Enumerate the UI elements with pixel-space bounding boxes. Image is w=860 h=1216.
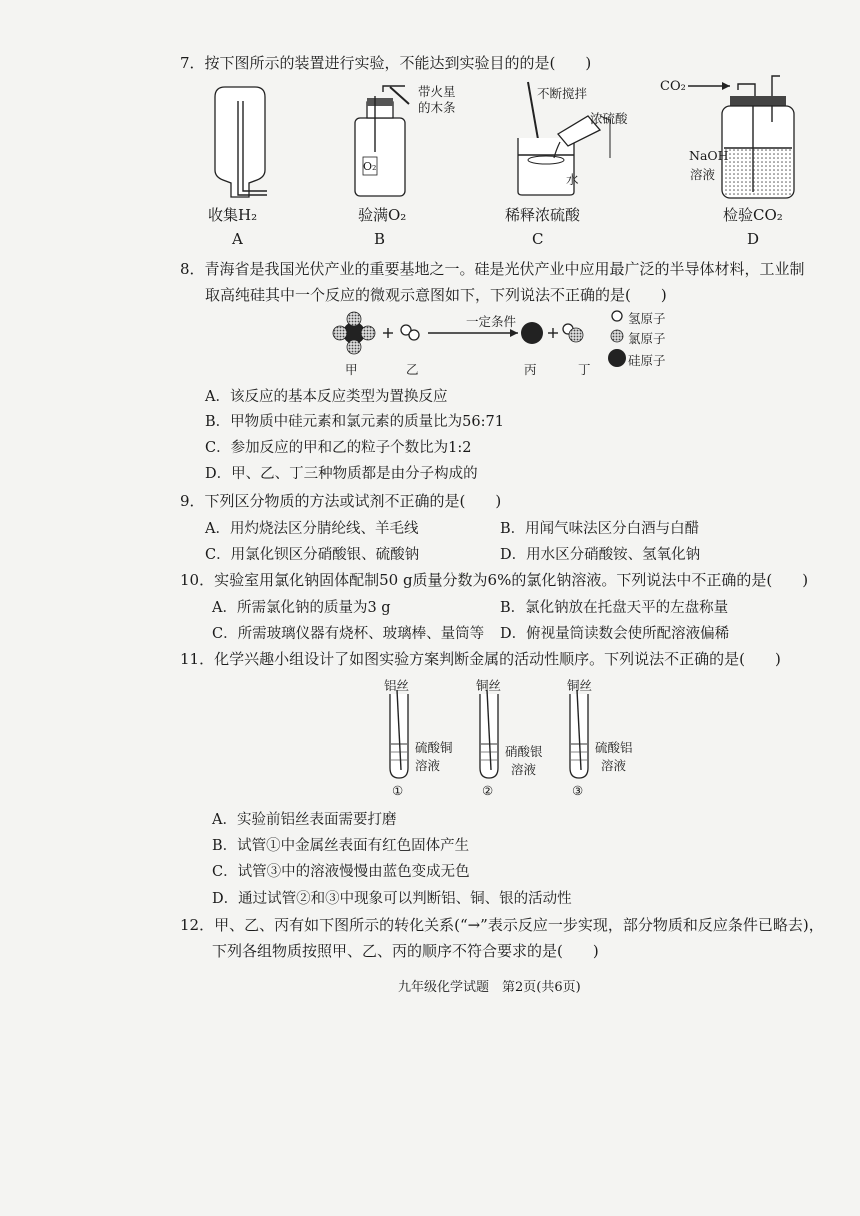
letter-d: D xyxy=(747,230,760,248)
q9-option-b: B．用闻气味法区分白酒与白醋 xyxy=(500,521,700,537)
naoh-solution-label: 溶液 xyxy=(690,167,716,182)
legend-silicon: 硅原子 xyxy=(628,353,666,368)
apparatus-b-diagram xyxy=(345,82,425,200)
naoh-label: NaOH xyxy=(689,148,729,163)
name-jia: 甲 xyxy=(345,362,358,377)
q12-stem-line1: 12．甲、乙、丙有如下图所示的转化关系(“→”表示反应一步实现，部分物质和反应条件已略去)， xyxy=(180,916,824,934)
q9-option-d: D．用水区分硝酸铵、氢氧化钠 xyxy=(500,547,701,563)
q8-option-d: D．甲、乙、丁三种物质都是由分子构成的 xyxy=(205,466,478,482)
q8-stem-line2: 取高纯硅其中一个反应的微观示意图如下，下列说法不正确的是( ) xyxy=(205,286,667,304)
reaction-condition: 一定条件 xyxy=(466,314,517,329)
wire-3-label: 铜丝 xyxy=(567,678,593,693)
letter-b: B xyxy=(374,230,386,248)
q11-stem: 11．化学兴趣小组设计了如图实验方案判断金属的活动性顺序。下列说法不正确的是( ) xyxy=(180,650,781,668)
q7-stem: 7．按下图所示的装置进行实验，不能达到实验目的的是( ) xyxy=(180,54,592,72)
solution-2-label-2: 溶液 xyxy=(511,762,537,777)
q9-option-a: A．用灼烧法区分腈纶线、羊毛线 xyxy=(205,521,419,537)
o2-label: O₂ xyxy=(363,160,377,173)
q8-option-c: C．参加反应的甲和乙的粒子个数比为1:2 xyxy=(205,440,472,456)
letter-c: C xyxy=(532,230,544,248)
letter-a: A xyxy=(232,230,243,248)
q8-option-a: A．该反应的基本反应类型为置换反应 xyxy=(205,389,448,405)
q10-option-d: D．俯视量筒读数会使所配溶液偏稀 xyxy=(500,626,730,642)
tube-3-number: ③ xyxy=(572,783,584,798)
caption-c: 稀释浓硫酸 xyxy=(505,206,581,224)
q8-option-b: B．甲物质中硅元素和氯元素的质量比为56:71 xyxy=(205,414,504,430)
q11-option-a: A．实验前铝丝表面需要打磨 xyxy=(212,812,397,828)
caption-d: 检验CO₂ xyxy=(723,206,783,224)
name-yi: 乙 xyxy=(406,362,419,377)
q11-option-d: D．通过试管②和③中现象可以判断铝、铜、银的活动性 xyxy=(212,891,572,907)
legend-chlorine: 氯原子 xyxy=(628,331,666,346)
q10-stem: 10．实验室用氯化钠固体配制50 g质量分数为6%的氯化钠溶液。下列说法中不正确的是( ) xyxy=(180,571,809,589)
q11-option-c: C．试管③中的溶液慢慢由蓝色变成无色 xyxy=(212,864,470,880)
q12-stem-line2: 下列各组物质按照甲、乙、丙的顺序不符合要求的是( ) xyxy=(212,942,599,960)
solution-1-label: 硫酸铜 xyxy=(415,740,453,755)
tube-2-number: ② xyxy=(482,783,494,798)
co2-label: CO₂ xyxy=(660,79,686,94)
solution-2-label: 硝酸银 xyxy=(505,744,543,759)
solution-1-label-2: 溶液 xyxy=(415,758,441,773)
stir-label: 不断搅拌 xyxy=(537,86,588,101)
q11-option-b: B．试管①中金属丝表面有红色固体产生 xyxy=(212,838,470,854)
q9-stem: 9．下列区分物质的方法或试剂不正确的是( ) xyxy=(180,492,502,510)
q10-option-a: A．所需氯化钠的质量为3 g xyxy=(212,600,391,616)
name-ding: 丁 xyxy=(578,362,591,377)
q10-option-b: B．氯化钠放在托盘天平的左盘称量 xyxy=(500,600,729,616)
apparatus-a-diagram xyxy=(205,85,275,200)
caption-a: 收集H₂ xyxy=(208,206,258,224)
wire-1-label: 铝丝 xyxy=(384,678,410,693)
water-label: 水 xyxy=(566,172,579,187)
solution-3-label-2: 溶液 xyxy=(601,758,627,773)
ember-strip-label-2: 的木条 xyxy=(418,100,456,115)
caption-b: 验满O₂ xyxy=(358,206,407,224)
solution-3-label: 硫酸铝 xyxy=(595,740,633,755)
ember-strip-label: 带火星 xyxy=(418,84,456,99)
wire-2-label: 铜丝 xyxy=(476,678,502,693)
tube-1-number: ① xyxy=(392,783,404,798)
name-bing: 丙 xyxy=(524,362,537,377)
q9-option-c: C．用氯化钡区分硝酸银、硫酸钠 xyxy=(205,547,420,563)
page-footer: 九年级化学试题 第2页(共6页) xyxy=(398,980,581,995)
q8-stem-line1: 8．青海省是我国光伏产业的重要基地之一。硅是光伏产业中应用最广泛的半导体材料，工业制 xyxy=(180,260,805,278)
q10-option-c: C．所需玻璃仪器有烧杯、玻璃棒、量筒等 xyxy=(212,626,485,642)
conc-acid-label: 浓硫酸 xyxy=(590,111,628,126)
legend-hydrogen: 氢原子 xyxy=(628,311,666,326)
apparatus-d-diagram xyxy=(660,52,790,202)
